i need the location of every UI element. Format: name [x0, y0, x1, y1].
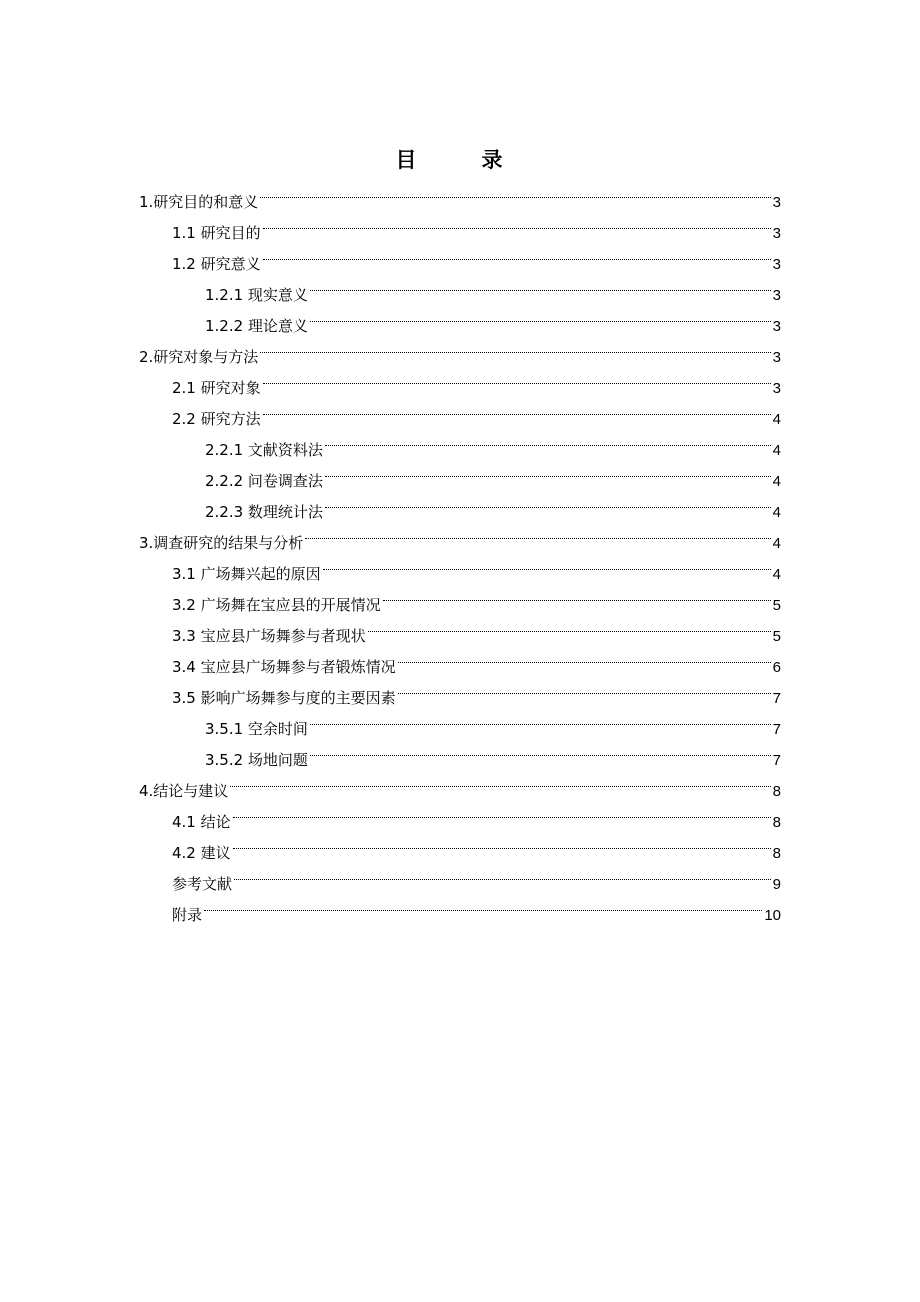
- toc-dot-leader: [260, 332, 770, 362]
- toc-entry[interactable]: [205, 704, 781, 738]
- toc-dot-leader: [310, 735, 771, 765]
- toc-dot-leader: [310, 704, 771, 734]
- toc-page-number: 7: [772, 721, 781, 738]
- toc-entry-label: 2.2.2 问卷调查法: [205, 472, 323, 490]
- toc-page-number: 3: [772, 225, 781, 242]
- toc-page-number: 3: [772, 287, 781, 304]
- toc-entry-label: 2.研究对象与方法: [139, 348, 259, 366]
- toc-entry[interactable]: [139, 177, 781, 211]
- toc-entry-label: 3.4 宝应县广场舞参与者锻炼情况: [172, 658, 396, 676]
- toc-entry-label: 3.1 广场舞兴起的原因: [172, 565, 321, 583]
- toc-entry-label: 1.2.2 理论意义: [205, 317, 308, 335]
- toc-entry[interactable]: [172, 859, 781, 893]
- toc-entry[interactable]: [205, 735, 781, 769]
- toc-page-number: 8: [772, 783, 781, 800]
- toc-entry[interactable]: [172, 828, 781, 862]
- toc-page-number: 9: [772, 876, 781, 893]
- toc-page-number: 3: [772, 194, 781, 211]
- toc-entry[interactable]: [172, 580, 781, 614]
- toc-dot-leader: [325, 487, 771, 517]
- toc-entry[interactable]: [172, 208, 781, 242]
- toc-entry[interactable]: [172, 363, 781, 397]
- toc-entry-label: 3.2 广场舞在宝应县的开展情况: [172, 596, 381, 614]
- toc-entry-label: 1.2.1 现实意义: [205, 286, 308, 304]
- toc-page-number: 3: [772, 256, 781, 273]
- toc-dot-leader: [263, 239, 771, 269]
- toc-entry-label: 2.2.1 文献资料法: [205, 441, 323, 459]
- toc-page-number: 5: [772, 597, 781, 614]
- toc-page-number: 4: [772, 442, 781, 459]
- toc-dot-leader: [383, 580, 771, 610]
- toc-entry-label: 4.结论与建议: [139, 782, 229, 800]
- toc-entry-label: 4.2 建议: [172, 844, 231, 862]
- toc-dot-leader: [325, 425, 771, 455]
- toc-page-number: 4: [772, 411, 781, 428]
- toc-dot-leader: [323, 549, 771, 579]
- toc-entry[interactable]: [172, 797, 781, 831]
- toc-entry[interactable]: [205, 270, 781, 304]
- toc-entry-label: 3.调查研究的结果与分析: [139, 534, 304, 552]
- toc-page-number: 7: [772, 752, 781, 769]
- toc-entry-label: 1.2 研究意义: [172, 255, 261, 273]
- toc-page-number: 7: [772, 690, 781, 707]
- toc-dot-leader: [368, 611, 771, 641]
- toc-entry[interactable]: [205, 487, 781, 521]
- toc-dot-leader: [398, 642, 771, 672]
- toc-dot-leader: [233, 797, 771, 827]
- toc-entry-label: 2.1 研究对象: [172, 379, 261, 397]
- toc-entry[interactable]: [139, 518, 781, 552]
- toc-page-number: 3: [772, 380, 781, 397]
- toc-dot-leader: [310, 270, 771, 300]
- toc-page-number: 3: [772, 349, 781, 366]
- toc-entry[interactable]: [172, 611, 781, 645]
- toc-entry[interactable]: [172, 549, 781, 583]
- toc-entry-label: 3.5.2 场地问题: [205, 751, 308, 769]
- toc-dot-leader: [325, 456, 771, 486]
- toc-page-number: 4: [772, 504, 781, 521]
- toc-dot-leader: [263, 394, 771, 424]
- toc-dot-leader: [234, 859, 771, 889]
- toc-entry[interactable]: [205, 456, 781, 490]
- toc-entry-label: 附录: [172, 906, 203, 924]
- toc-entry-label: 2.2 研究方法: [172, 410, 261, 428]
- toc-page-number: 8: [772, 814, 781, 831]
- toc-entry[interactable]: [139, 766, 781, 800]
- toc-entry-label: 4.1 结论: [172, 813, 231, 831]
- toc-entry[interactable]: [205, 301, 781, 335]
- toc-entry-label: 1.1 研究目的: [172, 224, 261, 242]
- toc-entry[interactable]: [172, 890, 781, 924]
- toc-page-number: 10: [764, 907, 781, 924]
- toc-dot-leader: [398, 673, 771, 703]
- toc-entry-label: 1.研究目的和意义: [139, 193, 259, 211]
- toc-dot-leader: [204, 890, 762, 920]
- toc-dot-leader: [260, 177, 770, 207]
- toc-entry-label: 3.5 影响广场舞参与度的主要因素: [172, 689, 396, 707]
- toc-dot-leader: [233, 828, 771, 858]
- toc-entry[interactable]: [172, 394, 781, 428]
- toc-page-number: 3: [772, 318, 781, 335]
- toc-page-number: 5: [772, 628, 781, 645]
- toc-entry[interactable]: [139, 332, 781, 366]
- toc-entry-label: 3.3 宝应县广场舞参与者现状: [172, 627, 366, 645]
- toc-dot-leader: [263, 208, 771, 238]
- toc-page-number: 8: [772, 845, 781, 862]
- toc-page-number: 4: [772, 473, 781, 490]
- toc-entry-label: 2.2.3 数理统计法: [205, 503, 323, 521]
- toc-entry[interactable]: [205, 425, 781, 459]
- toc-dot-leader: [263, 363, 771, 393]
- toc-page-number: 6: [772, 659, 781, 676]
- toc-entry-label: 3.5.1 空余时间: [205, 720, 308, 738]
- toc-entry[interactable]: [172, 642, 781, 676]
- toc-page-number: 4: [772, 535, 781, 552]
- toc-title: 目 录: [395, 148, 525, 172]
- toc-entry[interactable]: [172, 239, 781, 273]
- toc-entry-label: 参考文献: [172, 875, 233, 893]
- toc-dot-leader: [230, 766, 770, 796]
- toc-entry[interactable]: [172, 673, 781, 707]
- toc-page-number: 4: [772, 566, 781, 583]
- toc-dot-leader: [310, 301, 771, 331]
- toc-dot-leader: [305, 518, 770, 548]
